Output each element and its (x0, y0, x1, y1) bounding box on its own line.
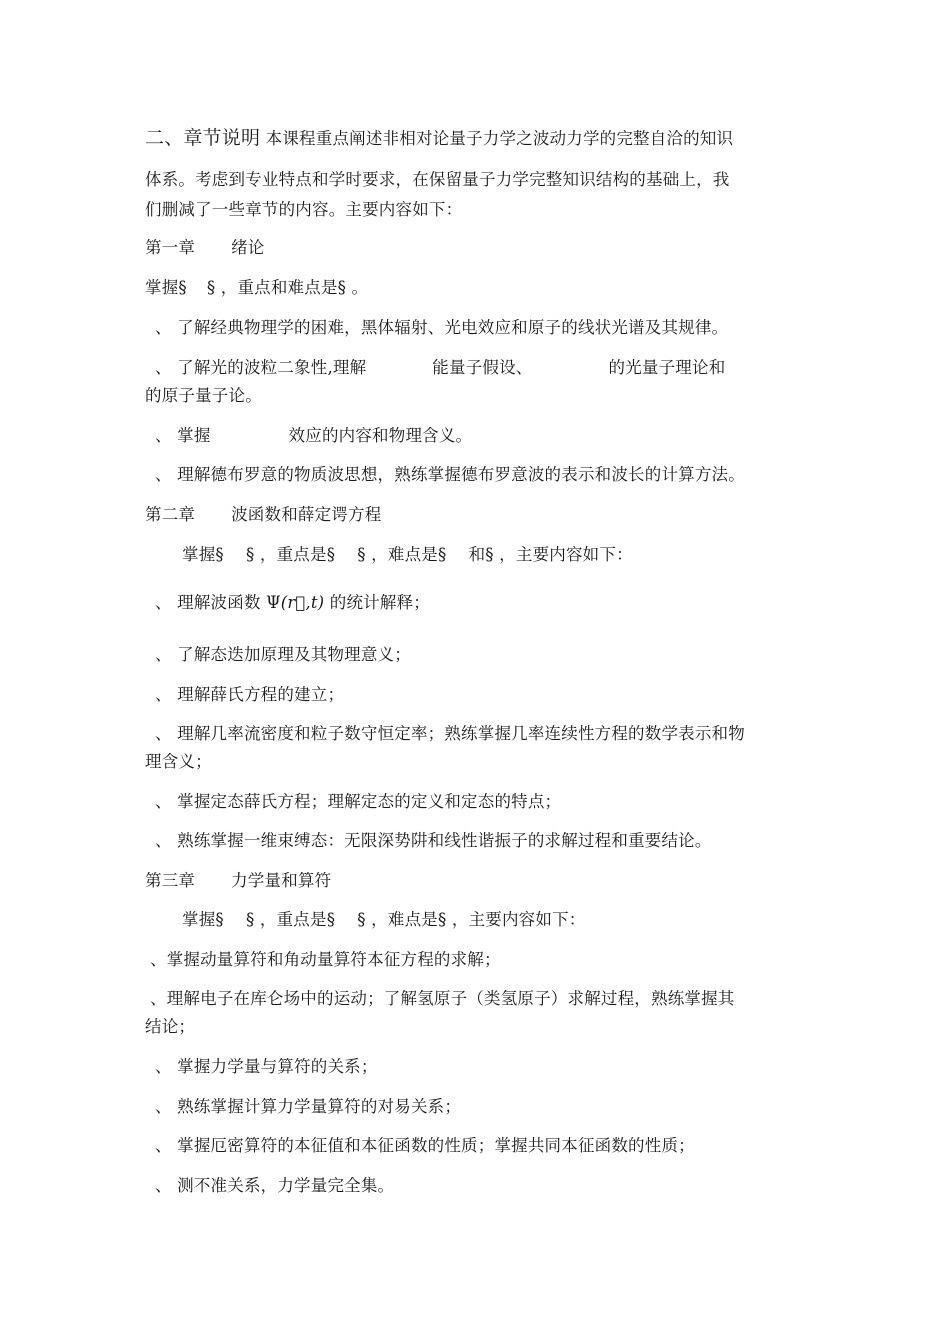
chapter-2-scope: 掌握§ § ，重点是§ § ，难点是§ 和§ ，主要内容如下： (182, 545, 633, 564)
chapter-1-item: 、 理解德布罗意的物质波思想，熟练掌握德布罗意波的表示和波长的计算方法。 (155, 465, 745, 484)
chapter-1-item-cont: 的原子量子论。 (145, 386, 262, 405)
chapter-title: 绪论 (231, 238, 265, 257)
intro-line-3: 们删减了一些章节的内容。主要内容如下： (145, 200, 463, 219)
intro-text-1: 本课程重点阐述非相对论量子力学之波动力学的完整自洽的知识 (265, 129, 734, 148)
chapter-1-scope: 掌握§ § ，重点和难点是§ 。 (145, 278, 369, 297)
chapter-2-item: 、 理解薛氏方程的建立； (155, 685, 345, 704)
chapter-3-item: 、 测不准关系，力学量完全集。 (155, 1176, 395, 1195)
chapter-number: 第一章 (145, 238, 196, 257)
chapter-title: 波函数和薛定谔方程 (231, 505, 382, 524)
intro-line-1 (145, 126, 832, 151)
chapter-2-item: 、 理解波函数 Ψ(r⃗,t) 的统计解释； (155, 593, 430, 612)
chapter-2-item: 、 了解态迭加原理及其物理意义； (155, 645, 411, 664)
chapter-3-item: 、 掌握厄密算符的本征值和本征函数的性质；掌握共同本征函数的性质； (155, 1136, 695, 1155)
chapter-3-scope: 掌握§ § ，重点是§ § ，难点是§ ，主要内容如下： (182, 910, 586, 929)
chapter-1-heading (145, 236, 832, 260)
chapter-title: 力学量和算符 (231, 871, 332, 890)
chapter-3-item-cont: 结论； (145, 1017, 196, 1036)
chapter-number: 第三章 (145, 871, 196, 890)
chapter-2-item: 、 熟练掌握一维束缚态：无限深势阱和线性谐振子的求解过程和重要结论。 (155, 831, 712, 850)
chapter-3-item: 、理解电子在库仑场中的运动；了解氢原子（类氢原子）求解过程，熟练掌握其 (150, 989, 735, 1008)
chapter-2-item: 、 掌握定态薛氏方程；理解定态的定义和定态的特点； (155, 792, 562, 811)
chapter-2-heading (145, 503, 832, 527)
chapter-1-item: 、 掌握 效应的内容和物理含义。 (155, 426, 473, 445)
intro-line-2: 体系。考虑到专业特点和学时要求，在保留量子力学完整知识结构的基础上，我 (145, 170, 730, 189)
chapter-3-item: 、 熟练掌握计算力学量算符的对易关系； (155, 1097, 462, 1116)
chapter-2-item: 、 理解几率流密度和粒子数守恒定率；熟练掌握几率连续性方程的数学表示和物 (155, 724, 745, 743)
chapter-2-item-cont: 理含义； (145, 752, 212, 771)
chapter-number: 第二章 (145, 505, 196, 524)
chapter-3-heading (145, 869, 832, 893)
chapter-1-item: 、 了解光的波粒二象性,理解 能量子假设、 的光量子理论和 (155, 358, 726, 377)
wavefunction-formula: Ψ(r⃗,t) (266, 593, 325, 612)
chapter-3-item: 、 掌握力学量与算符的关系； (155, 1057, 378, 1076)
chapter-3-item: 、掌握动量算符和角动量算符本征方程的求解； (150, 950, 501, 969)
section-heading: 二、章节说明 (145, 127, 261, 149)
chapter-1-item: 、 了解经典物理学的困难，黑体辐射、光电效应和原子的线状光谱及其规律。 (155, 318, 729, 337)
